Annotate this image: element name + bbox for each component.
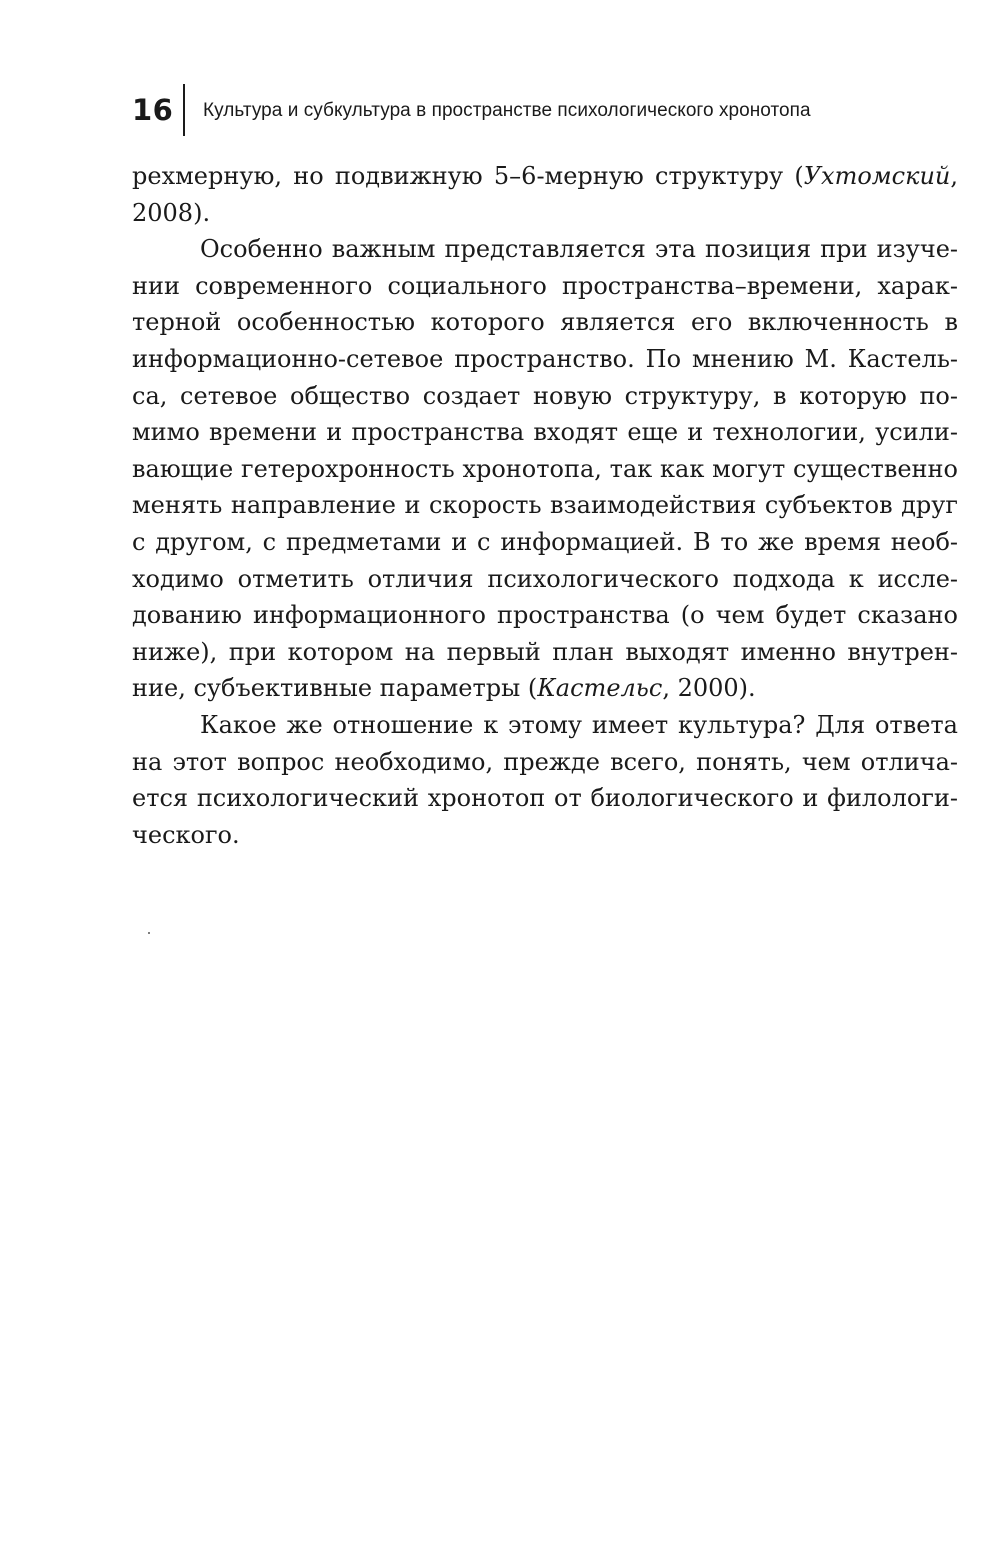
text-span: терной особенностью которого является его включенность в xyxy=(132,308,958,337)
text-span: дованию информационного пространства (о чем будет сказано xyxy=(132,601,958,630)
text-span: вающие гетерохронность хронотопа, так как могут существенно xyxy=(132,454,958,483)
text-span: с другом, с предметами и с информацией. В то же время необ- xyxy=(132,527,958,556)
text-line xyxy=(132,561,958,598)
page-number: 16 xyxy=(132,93,174,127)
text-span: ходимо отметить отличия психологического подхода к иссле- xyxy=(132,564,958,593)
body-text xyxy=(132,158,958,853)
text-span: , 2000). xyxy=(662,674,756,703)
text-line xyxy=(132,597,958,634)
running-head xyxy=(132,84,912,136)
text-span: ниже), при котором на первый план выходят именно внутрен- xyxy=(132,637,958,666)
text-span: , xyxy=(950,162,958,190)
running-title: Культура и субкультура в пространстве психологического хронотопа xyxy=(203,100,811,121)
citation-author: Ухтомский xyxy=(803,162,951,190)
text-line xyxy=(132,158,958,195)
text-span: Особенно важным представляется эта позиция при изуче- xyxy=(200,235,958,264)
text-span: 2008). xyxy=(132,198,211,227)
text-span: са, сетевое общество создает новую структуру, в которую по- xyxy=(132,381,958,410)
text-line xyxy=(132,414,958,451)
text-span: ческого. xyxy=(132,820,240,849)
text-line xyxy=(132,524,958,561)
text-line xyxy=(132,341,958,378)
citation-author: Кастельс xyxy=(537,674,663,703)
text-line xyxy=(132,195,958,232)
text-line xyxy=(132,707,958,744)
text-span: рехмерную, но подвижную 5–6-мерную структуру ( xyxy=(132,162,804,190)
text-line xyxy=(132,304,958,341)
text-span: ется психологический хронотоп от биологического и филологи- xyxy=(132,784,958,813)
text-span: менять направление и скорость взаимодействия субъектов друг xyxy=(132,491,958,520)
text-span: нии современного социального пространства–времени, харак- xyxy=(132,271,958,300)
scan-speck xyxy=(148,932,150,934)
text-span: информационно-сетевое пространство. По мнению М. Кастель- xyxy=(132,344,958,373)
text-span: на этот вопрос необходимо, прежде всего, понять, чем отлича- xyxy=(132,747,958,776)
text-span: мимо времени и пространства входят еще и технологии, усили- xyxy=(132,418,958,447)
text-line xyxy=(132,817,958,854)
header-divider xyxy=(183,84,185,136)
text-line xyxy=(132,780,958,817)
text-line xyxy=(132,231,958,268)
text-line xyxy=(132,634,958,671)
text-line xyxy=(132,378,958,415)
text-line xyxy=(132,268,958,305)
text-span: ние, субъективные параметры ( xyxy=(132,674,538,703)
text-line xyxy=(132,744,958,781)
text-span: Какое же отношение к этому имеет культура? Для ответа xyxy=(200,710,958,739)
text-line xyxy=(132,451,958,488)
text-line xyxy=(132,487,958,524)
text-line xyxy=(132,670,958,707)
